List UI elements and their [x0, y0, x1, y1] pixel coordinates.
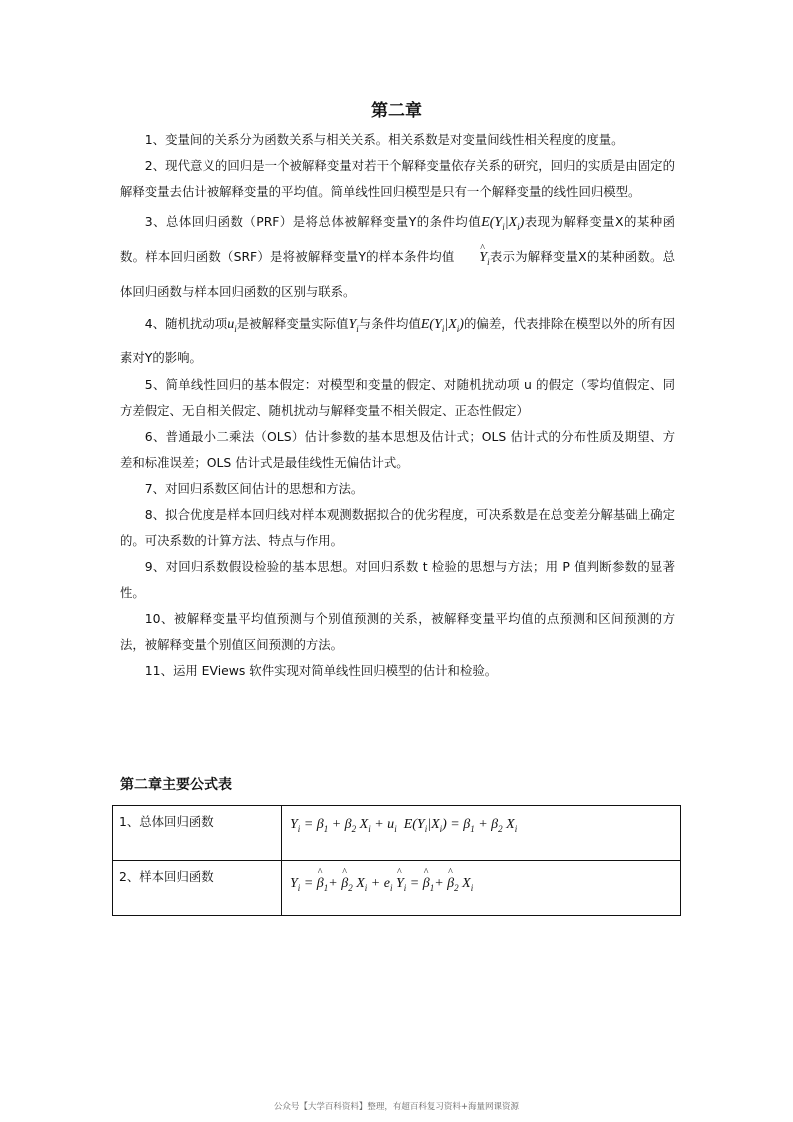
formula-y-i: $Y_i$	[348, 316, 359, 334]
paragraph-4: 4、随机扰动项$u_i$是被解释变量实际值$Y_i$与条件均值$E(Y_i|X_i)$的偏差，代表排除在模型以外的所有因素对Y的影响。	[120, 315, 676, 366]
formula-conditional-mean-2: $E(Y_i|X_i)$	[420, 316, 464, 334]
formula-srf: $Y_i$ = ^ $\beta_1+$ ^ $\beta_2$ $X_i + e_i$ ^ $Y_i$ = ^ $\beta_1+$ ^ $\beta_2$ $X_i$	[290, 876, 473, 891]
formula-conditional-mean: $E(Y_i|X_i)$	[481, 215, 525, 232]
paragraph-11: 11、运用 EViews 软件实现对简单线性回归模型的估计和检验。	[144, 663, 498, 679]
srf-formula	[282, 861, 681, 916]
paragraph-6: 6、普通最小二乘法（OLS）估计参数的基本思想及估计式；OLS 估计式的分布性质及期望、方差和标准误差；OLS 估计式是最佳线性无偏估计式。	[120, 429, 675, 471]
page-title: 第二章	[371, 101, 422, 121]
table-row	[113, 861, 681, 916]
prf-formula	[282, 806, 681, 861]
paragraph-2: 2、现代意义的回归是一个被解释变量对若干个解释变量依存关系的研究，回归的实质是由固定的解释变量去估计被解释变量的平均值。简单线性回归模型是只有一个解释变量的线性回归模型。	[120, 158, 675, 199]
paragraph-list	[120, 127, 675, 684]
table-cell-label: 2、样本回归函数	[113, 861, 282, 916]
table-row	[113, 806, 681, 861]
formula-u-i: $u_i$	[227, 316, 237, 334]
paragraph-3: 3、总体回归函数（PRF）是将总体被解释变量Y的条件均值$E(Y_i|X_i)$表现为解释变量X的某种函数。样本回归函数（SRF）是将被解释变量Y的样本条件均值^ $Y_i$表示为解释变量X的某种函数。总体回归函数与样本回归函数的区别与联系。	[120, 207, 675, 307]
table-cell-label: 1、总体回归函数	[113, 806, 282, 861]
paragraph-5: 5、简单线性回归的基本假定：对模型和变量的假定、对随机扰动项 u 的假定（零均值假定、同方差假定、无自相关假定、随机扰动与解释变量不相关假定、正态性假定）	[120, 377, 675, 419]
formula-table-title: 第二章主要公式表	[120, 777, 232, 793]
formula-table	[112, 805, 681, 916]
paragraph-7: 7、对回归系数区间估计的思想和方法。	[144, 481, 364, 497]
footer-note: 公众号【大学百科资料】整理，有超百科复习资料+海量网课资源	[273, 1102, 520, 1112]
paragraph-9: 9、对回归系数假设检验的基本思想。对回归系数 t 检验的思想与方法；用 P 值判断参数的显著性。	[120, 559, 675, 601]
paragraph-10: 10、被解释变量平均值预测与个别值预测的关系，被解释变量平均值的点预测和区间预测的方法，被解释变量个别值区间预测的方法。	[120, 611, 675, 653]
formula-y-hat: ^ $Y_i$	[455, 243, 490, 277]
paragraph-1: 1、变量间的关系分为函数关系与相关关系。相关系数是对变量间线性相关程度的度量。	[144, 132, 624, 147]
paragraph-8: 8、拟合优度是样本回归线对样本观测数据拟合的优劣程度，可决系数是在总变差分解基础上确定的。可决系数的计算方法、特点与作用。	[120, 507, 675, 549]
formula-prf: $Y_i = \beta_1 + \beta_2$ $X_i + u_i$ $E(Y_i|X_i) = \beta_1 + \beta_2$ $X_i$	[290, 817, 518, 834]
